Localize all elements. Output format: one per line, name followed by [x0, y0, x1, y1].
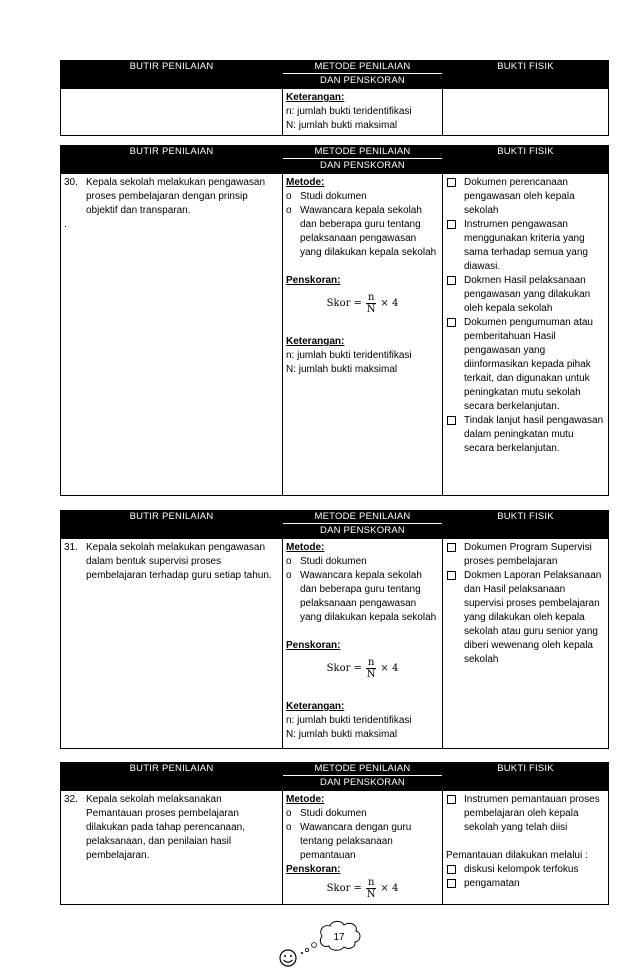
checkbox-icon: [447, 178, 456, 187]
bukti-item: Dokmen Hasil pelaksanaan pengawasan yang dilakukan oleh kepala sekolah: [464, 275, 591, 314]
checkbox-icon: [447, 571, 456, 580]
checkbox-icon: [447, 318, 456, 327]
score-formula: Skor = $\frac{n}{N}$ × 4: [326, 877, 399, 900]
page-footer: [270, 912, 380, 972]
bukti-cell: [443, 791, 609, 905]
metode-cell: [283, 791, 443, 905]
keterangan-n: n: jumlah bukti teridentifikasi: [286, 350, 412, 361]
header-metode: METODE PENILAIAN DAN PENSKORAN: [283, 511, 443, 539]
item-number: 32.: [64, 794, 78, 805]
bukti-item: Dokumen Program Supervisi proses pembelajaran: [464, 542, 592, 567]
bukti-cell: [443, 539, 609, 749]
keterangan-N: N: jumlah bukti maksimal: [286, 729, 398, 740]
checkbox-icon: [447, 865, 456, 874]
checkbox-icon: [447, 416, 456, 425]
header-bukti: BUKTI FISIK: [443, 763, 609, 791]
keterangan-label: Keterangan:: [286, 92, 345, 103]
header-metode: METODE PENILAIAN DAN PENSKORAN: [283, 61, 443, 89]
thought-bubble-icon: [270, 912, 380, 972]
bukti-item: Instrumen pengawasan menggunakan kriteria yang sama terhadap semua yang diawasi.: [464, 219, 588, 272]
bullet-icon: o: [286, 556, 292, 567]
method-item: Wawancara kepala sekolah dan beberapa guru tentang pelaksanaan pengawasan yang dilakukan kepala sekolah: [300, 205, 437, 258]
checkbox-icon: [447, 543, 456, 552]
metode-cell: [283, 539, 443, 749]
penskoran-label: Penskoran:: [286, 864, 341, 875]
header-butir: BUTIR PENILAIAN: [61, 511, 283, 539]
bullet-icon: o: [286, 191, 292, 202]
butir-cell: [61, 174, 283, 496]
keterangan-N: N: jumlah bukti maksimal: [286, 364, 398, 375]
bullet-icon: o: [286, 570, 292, 581]
bukti-item: Dokumen perencanaan pengawasan oleh kepala sekolah: [464, 177, 575, 216]
header-butir: BUTIR PENILAIAN: [61, 61, 283, 89]
butir-text: Kepala sekolah melakukan pengawasan proses pembelajaran dengan prinsip objektif dan transparan.: [86, 177, 266, 216]
page-number: 17: [333, 932, 345, 943]
checkbox-icon: [447, 795, 456, 804]
method-item: Studi dokumen: [300, 556, 367, 567]
bullet-icon: o: [286, 205, 292, 216]
header-metode: METODE PENILAIAN DAN PENSKORAN: [283, 146, 443, 174]
header-butir: BUTIR PENILAIAN: [61, 763, 283, 791]
bukti-cell-empty: [443, 89, 609, 136]
bukti-item: diskusi kelompok terfokus: [464, 864, 579, 875]
assessment-table-30: [60, 145, 609, 496]
item-number: 31.: [64, 542, 78, 553]
penskoran-label: Penskoran:: [286, 275, 341, 286]
metode-label: Metode:: [286, 794, 325, 805]
item-number: 30.: [64, 177, 78, 188]
butir-cell: [61, 539, 283, 749]
penskoran-label: Penskoran:: [286, 640, 341, 651]
butir-text: Kepala sekolah melakukan pengawasan dalam bentuk supervisi proses pembelajaran terhadap guru setiap tahun.: [86, 542, 272, 581]
assessment-table-continuation: [60, 60, 609, 136]
keterangan-label: Keterangan:: [286, 336, 345, 347]
keterangan-n: n: jumlah bukti teridentifikasi: [286, 715, 412, 726]
assessment-table-31: [60, 510, 609, 749]
header-bukti: BUKTI FISIK: [443, 511, 609, 539]
butir-text: Kepala sekolah melaksanakan Pemantauan proses pembelajaran dilakukan pada tahap perencanaan, pelaksanaan, dan penilaian hasil pembelajaran.: [86, 794, 246, 861]
bullet-icon: o: [286, 808, 292, 819]
checkbox-icon: [447, 879, 456, 888]
bukti-item: Dokumen pengumuman atau pemberitahuan Hasil pengawasan yang diinformasikan kepada pihak terkait, dan digunakan untuk peningkatan mutu sekolah secara berkelanjutan.: [464, 317, 593, 412]
metode-cell: [283, 89, 443, 136]
method-item: Wawancara dengan guru tentang pelaksanaan pemantauan: [300, 822, 412, 861]
method-item: Studi dokumen: [300, 808, 367, 819]
metode-cell: [283, 174, 443, 496]
keterangan-N: N: jumlah bukti maksimal: [286, 120, 398, 131]
bukti-item: Tindak lanjut hasil pengawasan dalam peningkatan mutu secara berkelanjutan.: [464, 415, 604, 454]
header-butir: BUTIR PENILAIAN: [61, 146, 283, 174]
keterangan-label: Keterangan:: [286, 701, 345, 712]
metode-label: Metode:: [286, 177, 325, 188]
metode-label: Metode:: [286, 542, 325, 553]
bukti-item: Dokmen Laporan Pelaksanaan dan Hasil pelaksanaan supervisi proses pembelajaran yang dilakukan oleh kepala sekolah atau guru senior yang diberi wewenang oleh kepala sekolah: [464, 570, 602, 665]
bukti-cell: [443, 174, 609, 496]
smiley-icon: [280, 950, 296, 966]
header-bukti: BUKTI FISIK: [443, 146, 609, 174]
keterangan-n: n: jumlah bukti teridentifikasi: [286, 106, 412, 117]
method-item: Studi dokumen: [300, 191, 367, 202]
score-formula: Skor = $\frac{n}{N}$ × 4: [326, 657, 399, 680]
pemantauan-label: Pemantauan dilakukan melalui :: [446, 850, 588, 861]
bullet-icon: o: [286, 822, 292, 833]
bukti-item: Instrumen pemantauan proses pembelajaran oleh kepala sekolah yang telah diisi: [464, 794, 600, 833]
score-formula: Skor = $\frac{n}{N}$ × 4: [326, 292, 399, 315]
method-item: Wawancara kepala sekolah dan beberapa guru tentang pelaksanaan pengawasan yang dilakukan kepala sekolah: [300, 570, 437, 623]
checkbox-icon: [447, 220, 456, 229]
stray-dot: .: [64, 219, 67, 230]
butir-cell-empty: [61, 89, 283, 136]
header-metode: METODE PENILAIAN DAN PENSKORAN: [283, 763, 443, 791]
checkbox-icon: [447, 276, 456, 285]
assessment-table-32: [60, 762, 609, 905]
header-bukti: BUKTI FISIK: [443, 61, 609, 89]
butir-cell: [61, 791, 283, 905]
bukti-item: pengamatan: [464, 878, 520, 889]
